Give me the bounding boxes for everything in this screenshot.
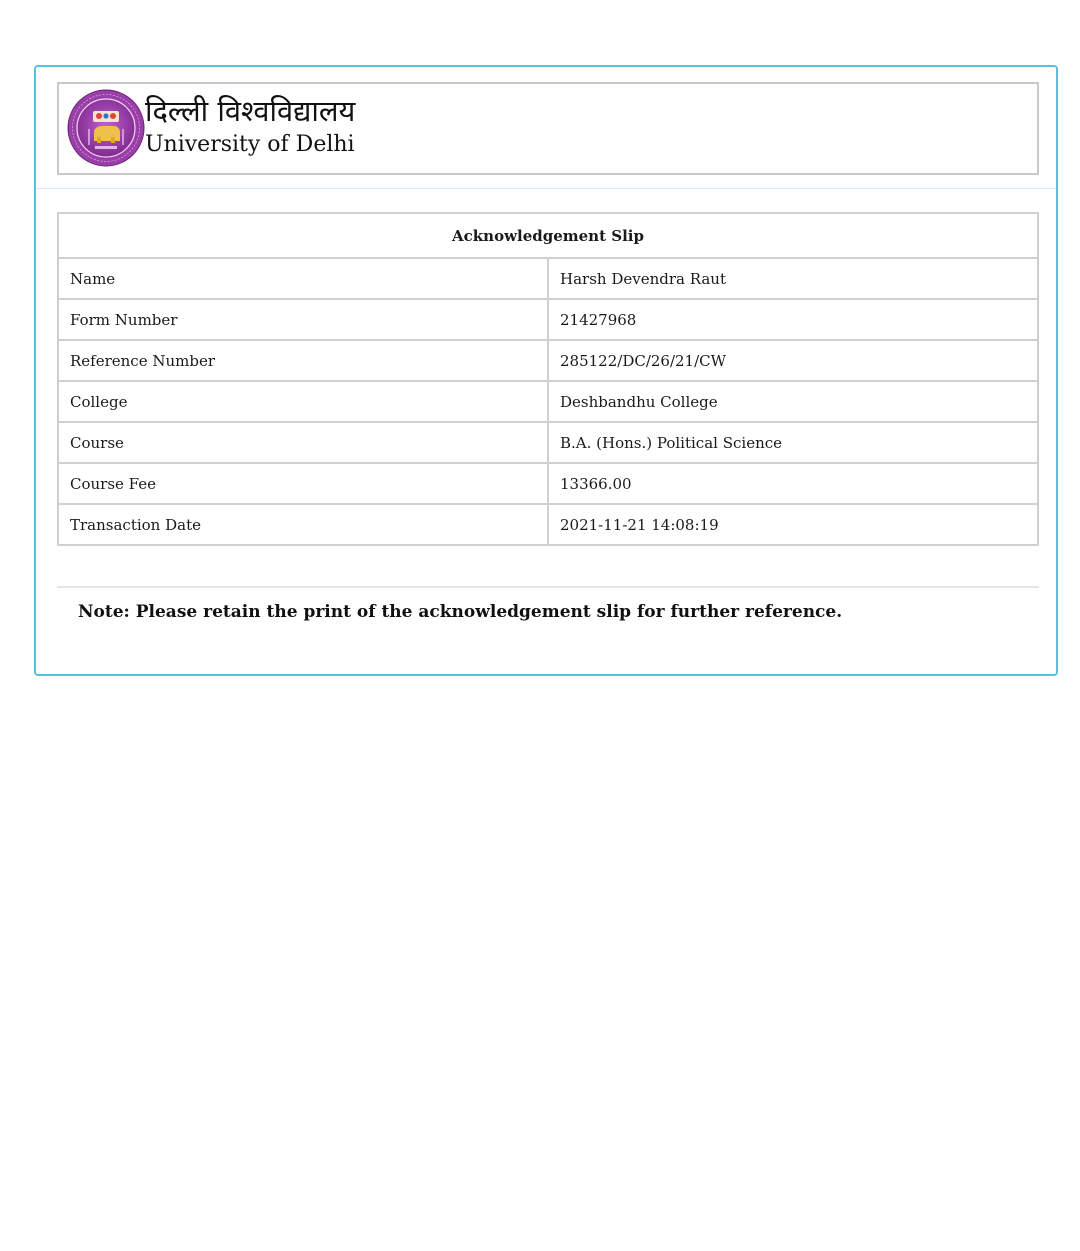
table-row: [58, 258, 1038, 299]
row-value-course: B.A. (Hons.) Political Science: [548, 422, 1038, 463]
note-divider: [57, 586, 1039, 588]
table-header-row: [58, 213, 1038, 258]
table-row: [58, 422, 1038, 463]
row-value-college: Deshbandhu College: [548, 381, 1038, 422]
row-label: Transaction Date: [58, 504, 548, 545]
slip-title: Acknowledgement Slip: [58, 213, 1038, 258]
row-value-course-fee: 13366.00: [548, 463, 1038, 504]
row-value-form-number: 21427968: [548, 299, 1038, 340]
retain-print-note: Note: Please retain the print of the acknowledgement slip for further reference.: [78, 602, 843, 622]
university-header: [57, 82, 1039, 175]
row-label: Name: [58, 258, 548, 299]
row-label: Course Fee: [58, 463, 548, 504]
row-label: College: [58, 381, 548, 422]
university-seal-icon: [67, 89, 145, 167]
row-label: Reference Number: [58, 340, 548, 381]
university-name-hindi: दिल्ली विश्वविद्यालय: [145, 94, 356, 128]
university-name-english: University of Delhi: [145, 132, 355, 157]
row-value-name: Harsh Devendra Raut: [548, 258, 1038, 299]
row-value-reference-number: 285122/DC/26/21/CW: [548, 340, 1038, 381]
acknowledgement-table: [57, 212, 1039, 546]
row-label: Course: [58, 422, 548, 463]
header-divider: [36, 188, 1056, 189]
row-label: Form Number: [58, 299, 548, 340]
table-row: [58, 381, 1038, 422]
table-row: [58, 340, 1038, 381]
table-row: [58, 504, 1038, 545]
table-row: [58, 463, 1038, 504]
row-value-transaction-date: 2021-11-21 14:08:19: [548, 504, 1038, 545]
table-row: [58, 299, 1038, 340]
acknowledgement-panel: [34, 65, 1058, 676]
